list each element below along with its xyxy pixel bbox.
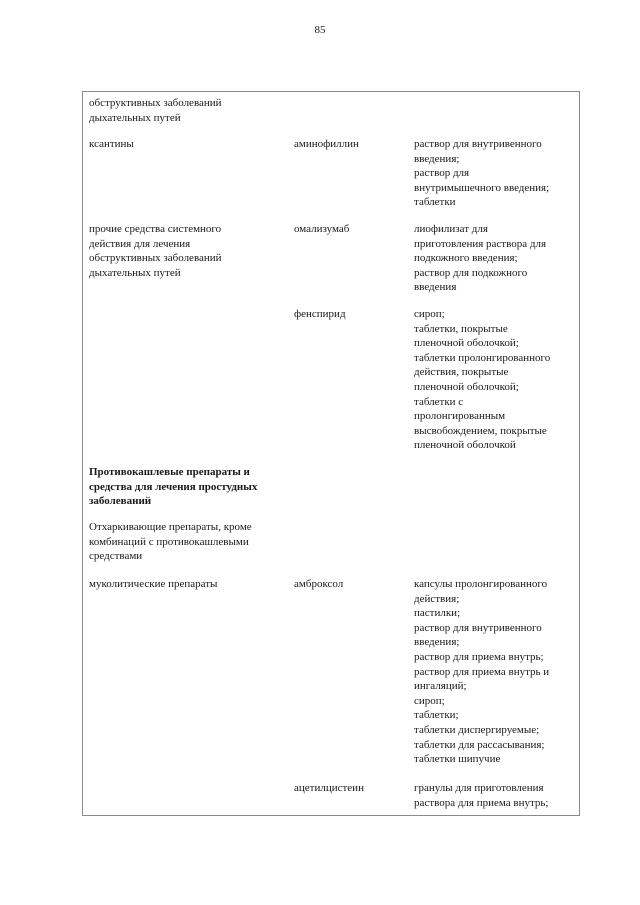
form-line: пленочной оболочкой; <box>414 380 519 393</box>
group-text-line: ксантины <box>89 138 134 150</box>
group-text-line: комбинаций с противокашлевыми <box>89 535 249 548</box>
page-number: 85 <box>314 24 326 36</box>
form-line: капсулы пролонгированного <box>414 578 548 590</box>
drug-name: аминофиллин <box>294 138 359 150</box>
form-line: пастилки; <box>414 607 461 620</box>
form-line: гранулы для приготовления <box>414 782 544 794</box>
form-line: подкожного введения; <box>414 252 518 265</box>
form-line: раствор для внутривенного <box>414 138 542 150</box>
form-line: пролонгированным <box>414 410 506 423</box>
dosage-forms <box>414 577 549 767</box>
form-line: раствор для <box>414 167 470 180</box>
form-line: сироп; <box>414 694 445 707</box>
group-text-line: дыхательных путей <box>89 111 181 124</box>
form-line: раствор для приема внутрь; <box>414 650 544 663</box>
form-line: раствор для внутривенного <box>414 621 542 634</box>
section-heading <box>89 465 257 509</box>
group-text-line: дыхательных путей <box>89 266 181 279</box>
form-line: таблетки пролонгированного <box>414 351 551 364</box>
drug-name: омализумаб <box>294 223 350 235</box>
drug-name: ацетилцистеин <box>294 782 364 794</box>
form-line: пленочной оболочкой; <box>414 337 519 350</box>
group-text-line: Отхаркивающие препараты, кроме <box>89 521 252 533</box>
heading-text-line: заболеваний <box>89 495 152 508</box>
form-line: действия, покрытые <box>414 366 509 379</box>
form-line: раствор для приема внутрь и <box>414 665 550 678</box>
group-text-line: действия для лечения <box>89 237 191 250</box>
form-line: ингаляций; <box>414 680 467 693</box>
form-line: раствора для приема внутрь; <box>414 796 549 809</box>
form-line: сироп; <box>414 308 445 320</box>
form-line: таблетки шипучие <box>414 753 501 766</box>
form-line: таблетки, покрытые <box>414 322 508 335</box>
form-line: высвобождением, покрытые <box>414 424 547 437</box>
heading-text-line: Противокашлевые препараты и <box>89 466 250 478</box>
group-text-line: обструктивных заболеваний <box>89 97 222 109</box>
drug-name: амброксол <box>294 578 344 590</box>
form-line: внутримышечного введения; <box>414 181 550 194</box>
subsection-heading <box>89 520 252 564</box>
form-line: таблетки <box>414 196 456 209</box>
form-line: введения <box>414 281 457 294</box>
dosage-forms <box>414 222 546 295</box>
dosage-forms <box>414 137 549 210</box>
table-row-group <box>89 222 222 280</box>
form-line: таблетки диспергируемые; <box>414 723 540 736</box>
form-line: раствор для подкожного <box>414 266 528 279</box>
table-row-group <box>89 137 134 152</box>
form-line: приготовления раствора для <box>414 237 546 250</box>
form-line: таблетки; <box>414 709 459 722</box>
form-line: пленочной оболочкой <box>414 439 516 452</box>
group-text-line: муколитические препараты <box>89 578 218 590</box>
form-line: таблетки для рассасывания; <box>414 738 545 751</box>
form-line: таблетки с <box>414 395 464 408</box>
heading-text-line: средства для лечения простудных <box>89 480 258 493</box>
group-text-line: прочие средства системного <box>89 223 222 235</box>
table-row-group-heading <box>89 96 222 125</box>
form-line: лиофилизат для <box>414 223 488 235</box>
group-text-line: обструктивных заболеваний <box>89 252 222 265</box>
form-line: введения; <box>414 636 460 649</box>
table-row-group <box>89 577 217 592</box>
group-text-line: средствами <box>89 550 143 563</box>
drug-name: фенспирид <box>294 308 346 320</box>
dosage-forms <box>414 781 549 810</box>
form-line: введения; <box>414 152 460 165</box>
form-line: действия; <box>414 592 460 605</box>
dosage-forms <box>414 307 550 453</box>
